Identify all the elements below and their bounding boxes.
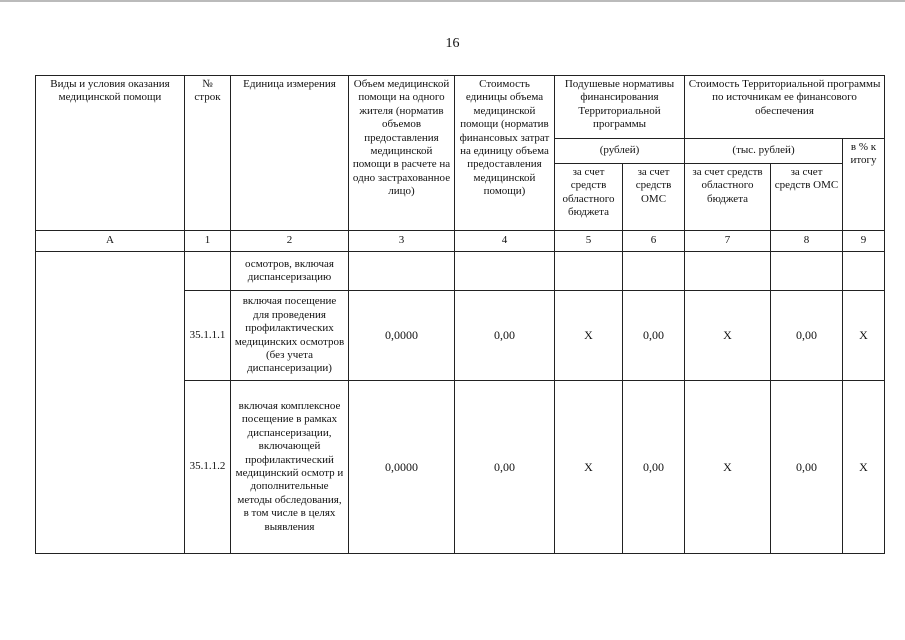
row-col6: 0,00 — [623, 381, 685, 554]
table-row — [36, 252, 885, 291]
row-unit: включая посещение для проведения профилактических медицинских осмотров (без учета диспансеризации) — [231, 291, 349, 381]
header-col-6: за счет средств ОМС — [623, 164, 685, 231]
col-number: 4 — [455, 231, 555, 252]
col-number: 3 — [349, 231, 455, 252]
header-col-3: Объем медицинской помощи на одного жителя (норматив объемов предоставления медицинской помощи в расчете на одно застрахованное лицо) — [349, 76, 455, 231]
row-code: 35.1.1.1 — [185, 291, 231, 381]
row-code — [185, 252, 231, 291]
row-cost — [455, 252, 555, 291]
row-col8: 0,00 — [771, 291, 843, 381]
row-col9: Х — [843, 291, 885, 381]
header-group-norms: Подушевые нормативы финансирования Территориальной программы — [555, 76, 685, 139]
header-col-a: Виды и условия оказания медицинской помощи — [36, 76, 185, 231]
col-number: 8 — [771, 231, 843, 252]
col-number: 1 — [185, 231, 231, 252]
row-col9 — [843, 252, 885, 291]
row-col7: Х — [685, 381, 771, 554]
row-col7: Х — [685, 291, 771, 381]
financing-table — [35, 75, 885, 554]
col-number: 6 — [623, 231, 685, 252]
row-col9: Х — [843, 381, 885, 554]
row-col5 — [555, 252, 623, 291]
col-number: А — [36, 231, 185, 252]
row-col6 — [623, 252, 685, 291]
col-number: 5 — [555, 231, 623, 252]
header-col-1: № строк — [185, 76, 231, 231]
col-number: 7 — [685, 231, 771, 252]
row-volume: 0,0000 — [349, 381, 455, 554]
row-col5: Х — [555, 291, 623, 381]
row-volume — [349, 252, 455, 291]
page-number: 16 — [445, 36, 460, 51]
page-top-edge — [0, 0, 905, 2]
header-col-7: за счет средств областного бюджета — [685, 164, 771, 231]
header-cost-unit: (тыс. рублей) — [685, 139, 843, 164]
header-col-2: Единица измерения — [231, 76, 349, 231]
header-col-5: за счет средств областного бюджета — [555, 164, 623, 231]
header-group-cost: Стоимость Территориальной программы по источникам ее финансового обеспечения — [685, 76, 885, 139]
care-type-cell — [36, 252, 185, 554]
header-col-9: в % к итогу — [843, 139, 885, 231]
row-cost: 0,00 — [455, 291, 555, 381]
header-col-4: Стоимость единицы объема медицинской помощи (норматив финансовых затрат на единицу объема предоставления медицинской помощи) — [455, 76, 555, 231]
row-col6: 0,00 — [623, 291, 685, 381]
header-norms-unit: (рублей) — [555, 139, 685, 164]
col-number: 9 — [843, 231, 885, 252]
row-code: 35.1.1.2 — [185, 381, 231, 554]
row-volume: 0,0000 — [349, 291, 455, 381]
row-col5: Х — [555, 381, 623, 554]
header-col-8: за счет средств ОМС — [771, 164, 843, 231]
row-col8: 0,00 — [771, 381, 843, 554]
col-number: 2 — [231, 231, 349, 252]
header-row-1 — [36, 76, 885, 139]
row-unit: включая комплексное посещение в рамках диспансеризации, включающей профилактический медицинский осмотр и дополнительные методы обследования, в том числе в целях выявления — [231, 381, 349, 554]
row-unit: осмотров, включая диспансеризацию — [231, 252, 349, 291]
row-col8 — [771, 252, 843, 291]
row-col7 — [685, 252, 771, 291]
row-cost: 0,00 — [455, 381, 555, 554]
column-numbering-row — [36, 231, 885, 252]
